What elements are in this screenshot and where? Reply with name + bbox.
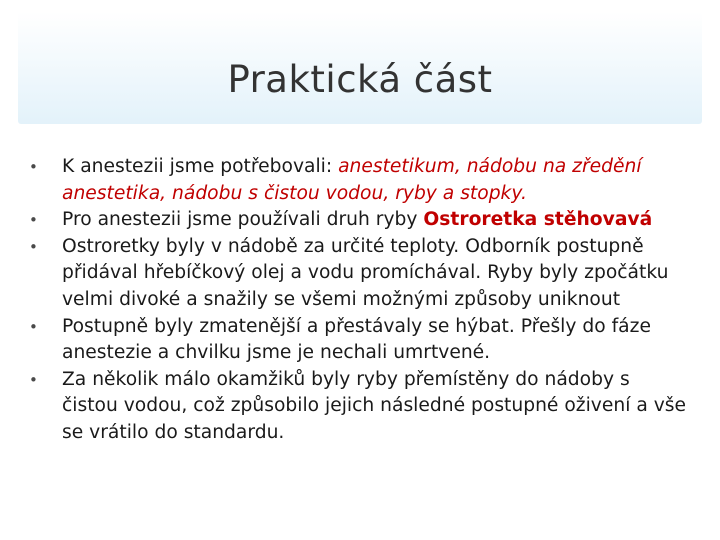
list-item — [29, 207, 689, 234]
list-item — [29, 234, 689, 314]
bullet-icon: • — [29, 370, 38, 389]
slide-title: Praktická část — [227, 58, 493, 101]
title-band — [18, 12, 702, 124]
item-highlight-text: anestetikum, nádobu na zředění anestetika, nádobu s čistou vodou, ryby a stopky. — [62, 156, 642, 204]
item-lead-text: K anestezii jsme potřebovali: — [62, 156, 339, 177]
item-text: Za několik málo okamžiků byly ryby přemístěny do nádoby s čistou vodou, což způsobilo jejich následné postupné oživení a vše se vrátilo do standardu. — [62, 368, 687, 443]
list-item — [29, 367, 689, 447]
item-lead-text: Pro anestezii jsme používali druh ryby — [62, 209, 424, 231]
item-text: Postupně byly zmatenější a přestávaly se hýbat. Přešly do fáze anestezie a chvilku jsme je nechali umrtvené. — [62, 315, 651, 364]
bullet-icon: • — [29, 211, 38, 230]
list-item — [29, 314, 689, 367]
item-highlight-text: Ostroretka stěhovavá — [423, 209, 653, 231]
bullet-icon: • — [29, 158, 38, 176]
list-item — [29, 154, 689, 207]
bullet-list — [29, 154, 689, 447]
bullet-icon: • — [29, 237, 38, 256]
bullet-icon: • — [29, 317, 38, 336]
item-text: Ostroretky byly v nádobě za určité teploty. Odborník postupně přidával hřebíčkový olej a vodu promíchával. Ryby byly zpočátku velmi divoké a snažily se všemi možnými způsoby uniknout — [62, 235, 669, 310]
